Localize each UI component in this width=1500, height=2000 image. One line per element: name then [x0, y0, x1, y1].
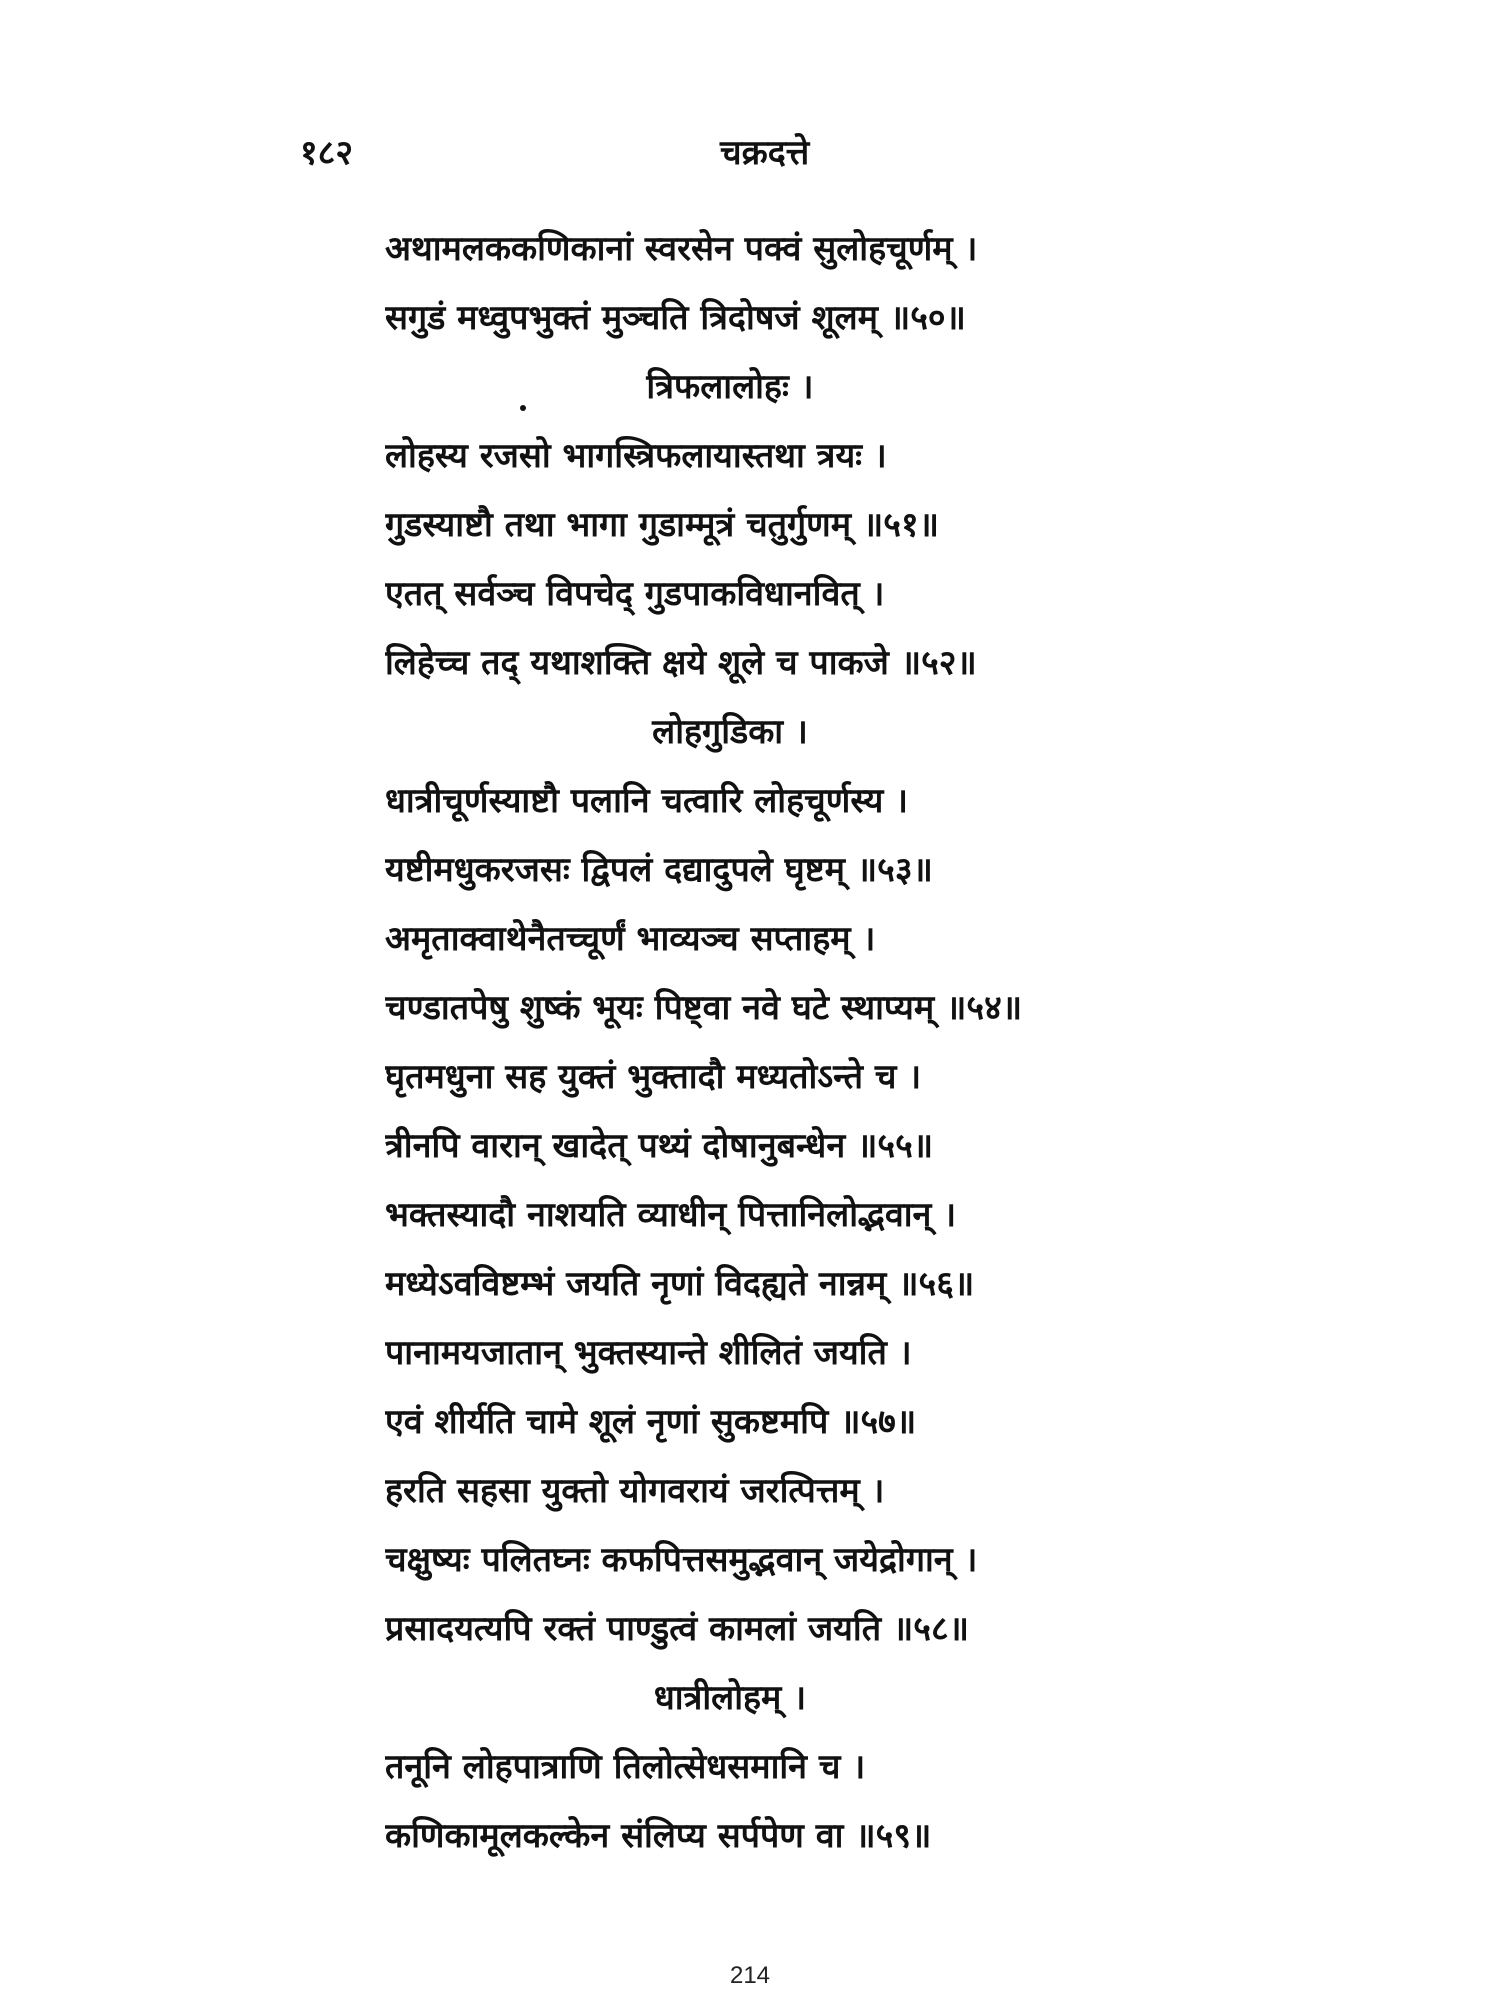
- verse-line: चण्डातपेषु शुष्कं भूयः पिष्ट्वा नवे घटे स्थाप्यम् ॥५४॥: [385, 988, 1023, 1028]
- verse-line: हरति सहसा युक्तो योगवरायं जरत्पित्तम् ।: [385, 1471, 885, 1511]
- section-heading: धात्रीलोहम् ।: [653, 1678, 807, 1718]
- section-heading: त्रिफलालोहः ।: [646, 367, 814, 407]
- verse-line: प्रसादयत्यपि रक्तं पाण्डुत्वं कामलां जयति ॥५८॥: [385, 1609, 970, 1649]
- section-heading: लोहगुडिका ।: [652, 712, 808, 752]
- verse-line: भक्तस्यादौ नाशयति व्याधीन् पित्तानिलोद्भवान् ।: [385, 1195, 957, 1235]
- verse-line: त्रीनपि वारान् खादेत् पथ्यं दोषानुबन्धेन ॥५५॥: [385, 1126, 934, 1166]
- verse-line: तनूनि लोहपात्राणि तिलोत्सेधसमानि च ।: [385, 1747, 866, 1787]
- verse-line: एवं शीर्यति चामे शूलं नृणां सुकष्टमपि ॥५७॥: [385, 1402, 917, 1442]
- verse-line: धात्रीचूर्णस्याष्टौ पलानि चत्वारि लोहचूर्णस्य ।: [385, 781, 909, 821]
- sanskrit-text-block: [385, 215, 1165, 1871]
- verse-line: चक्षुष्यः पलितघ्नः कफपित्तसमुद्भवान् जयेद्रोगान् ।: [385, 1540, 978, 1580]
- verse-line: यष्टीमधुकरजसः द्विपलं दद्यादुपले घृष्टम् ॥५३॥: [385, 850, 933, 890]
- verse-line: घृतमधुना सह युक्तं भुक्तादौ मध्यतोऽन्ते च ।: [385, 1057, 922, 1097]
- running-title: चक्रदत्ते: [720, 133, 810, 173]
- verse-line: लोहस्य रजसो भागस्त्रिफलायास्तथा त्रयः ।: [385, 436, 887, 476]
- verse-line: गुडस्याष्टौ तथा भागा गुडाम्मूत्रं चतुर्गुणम् ॥५१॥: [385, 505, 940, 545]
- verse-line: अमृताक्वाथेनैतच्चूर्णं भाव्यञ्च सप्ताहम् ।: [385, 919, 876, 959]
- page-number: 214: [729, 1962, 771, 1989]
- verse-line: मध्येऽवविष्टम्भं जयति नृणां विदह्यते नान्नम् ॥५६॥: [385, 1264, 975, 1304]
- verse-line: पानामयजातान् भुक्तस्यान्ते शीलितं जयति ।: [385, 1333, 912, 1373]
- verse-line: एतत् सर्वञ्च विपचेद् गुडपाकविधानवित् ।: [385, 574, 885, 614]
- verse-line: लिहेच्च तद् यथाशक्ति क्षये शूले च पाकजे ॥५२॥: [385, 643, 977, 683]
- running-head: [300, 128, 1200, 178]
- verse-line: सगुडं मध्वुपभुक्तं मुञ्चति त्रिदोषजं शूलम् ॥५०॥: [385, 298, 966, 338]
- leaf-number: १८२: [300, 133, 354, 173]
- verse-line: कणिकामूलकल्केन संलिप्य सर्पपेण वा ॥५९॥: [385, 1816, 932, 1856]
- scan-speck: [520, 405, 526, 411]
- verse-line: अथामलककणिकानां स्वरसेन पक्वं सुलोहचूर्णम् ।: [385, 229, 978, 269]
